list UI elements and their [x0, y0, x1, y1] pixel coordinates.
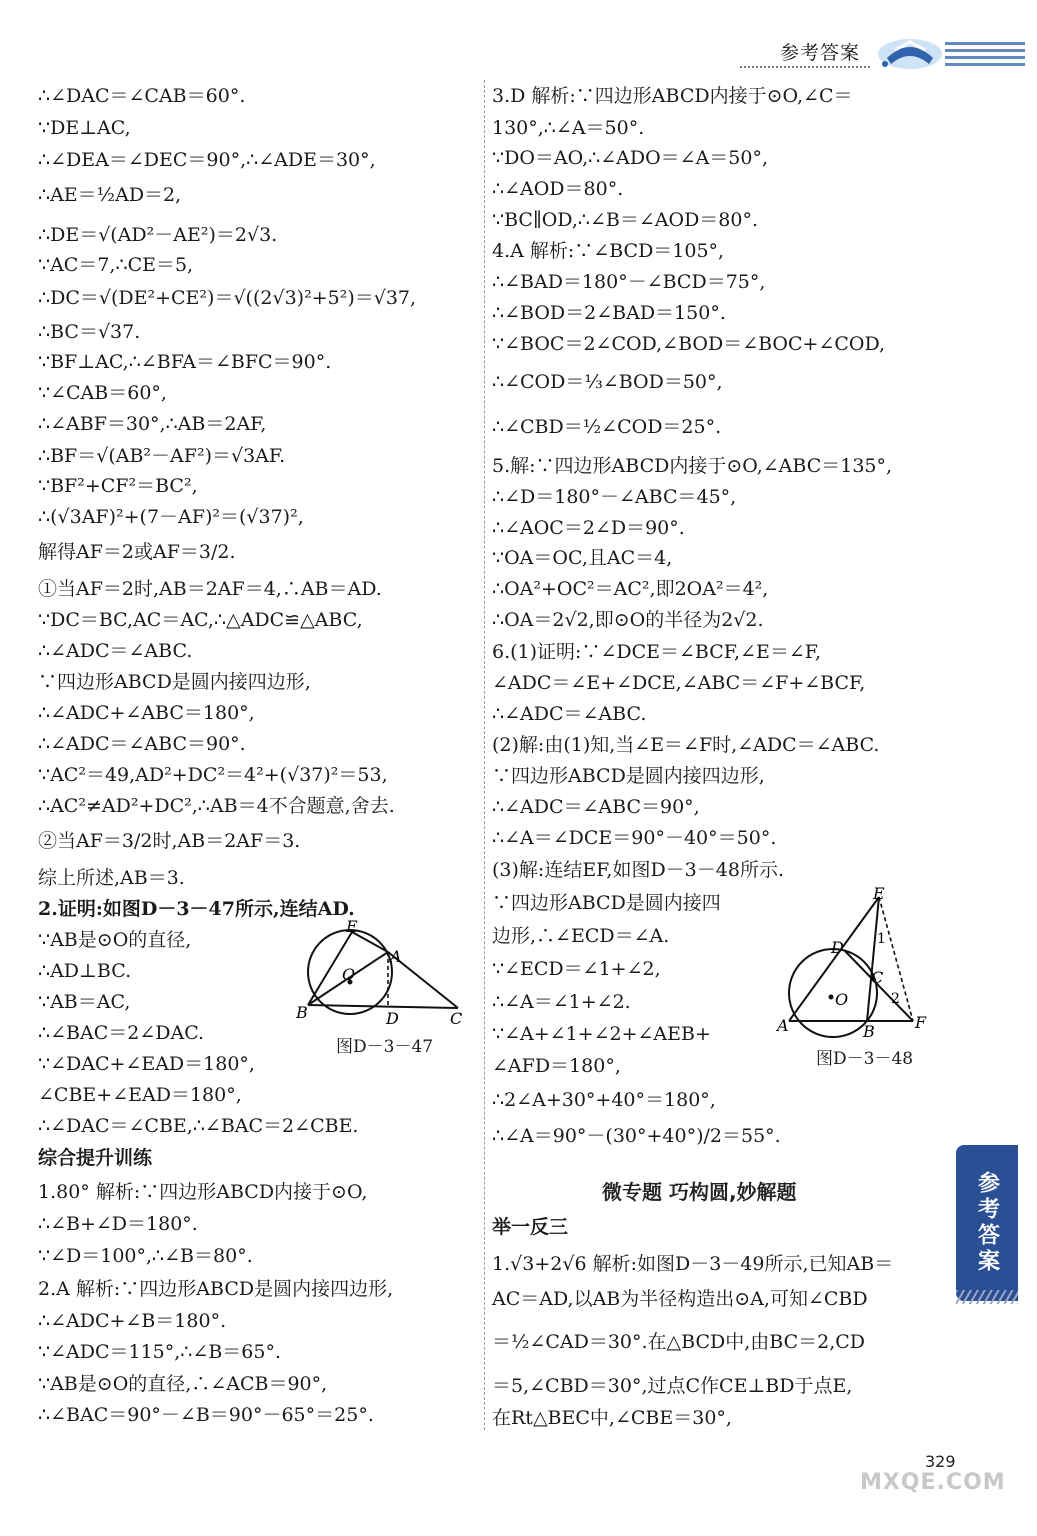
- text-line: ∴∠ADC+∠ABC＝180°,: [38, 702, 255, 724]
- text-line: ∴∠BAD＝180°－∠BCD＝75°,: [492, 271, 766, 293]
- column-divider: [484, 80, 485, 1430]
- section-heading: 举一反三: [492, 1216, 569, 1238]
- label-a: A: [777, 1016, 789, 1035]
- text-line: ∴(√3AF)²+(7－AF)²＝(√37)²,: [38, 506, 304, 528]
- text-line: ∠ADC＝∠E+∠DCE,∠ABC＝∠F+∠BCF,: [492, 672, 866, 694]
- text-line: ∴∠AOD＝80°.: [492, 178, 624, 200]
- text-line: ∴∠DAC＝∠CBE,∴∠BAC＝2∠CBE.: [38, 1115, 359, 1137]
- text-line: 6.(1)证明:∵∠DCE＝∠BCF,∠E＝∠F,: [492, 641, 822, 663]
- text-line: ∵DE⊥AC,: [38, 117, 131, 139]
- text-line: ∴∠D＝180°－∠ABC＝45°,: [492, 486, 737, 508]
- label-e: E: [873, 885, 885, 903]
- text-line: ∴AC²≠AD²+DC²,∴AB＝4不合题意,舍去.: [38, 795, 395, 817]
- text-line: (2)解:由(1)知,当∠E＝∠F时,∠ADC＝∠ABC.: [492, 734, 880, 756]
- text-line: ∵BC∥OD,∴∠B＝∠AOD＝80°.: [492, 209, 759, 231]
- text-line: (3)解:连结EF,如图D－3－48所示.: [492, 859, 784, 881]
- text-line: ∴∠B+∠D＝180°.: [38, 1213, 198, 1235]
- text-line: ∵∠DAC+∠EAD＝180°,: [38, 1053, 255, 1075]
- text-line: ∵∠D＝100°,∴∠B＝80°.: [38, 1245, 253, 1267]
- watermark: MXQE.COM: [860, 1470, 1006, 1495]
- text-line: ∵AB＝AC,: [38, 991, 131, 1013]
- label-e: E: [346, 920, 358, 936]
- section-heading: 综合提升训练: [38, 1147, 153, 1169]
- text-line: ∠AFD＝180°,: [492, 1055, 621, 1077]
- text-line: ∴∠AOC＝2∠D＝90°.: [492, 517, 685, 539]
- text-line: 3.D 解析:∵四边形ABCD内接于⊙O,∠C＝: [492, 85, 853, 107]
- text-line: ∴DC＝√(DE²+CE²)＝√((2√3)²+5²)＝√37,: [38, 287, 417, 309]
- label-b: B: [296, 1003, 308, 1022]
- label-d: D: [386, 1009, 399, 1028]
- text-line: ∴∠BAC＝90°－∠B＝90°－65°＝25°.: [38, 1404, 374, 1426]
- label-a: A: [390, 947, 402, 966]
- text-line: ∵四边形ABCD是圆内接四边形,: [38, 671, 311, 693]
- text-line: ∴∠A＝∠1+∠2.: [492, 991, 631, 1013]
- text-line: ∵∠CAB＝60°,: [38, 382, 167, 404]
- figure-d-3-47: [290, 920, 470, 1030]
- text-line: ∵DC＝BC,AC＝AC,∴△ADC≌△ABC,: [38, 609, 363, 631]
- figure-d-3-48: [775, 885, 945, 1045]
- text-line: ∵四边形ABCD是圆内接四: [492, 892, 721, 914]
- side-tab-hatch: [956, 1290, 1018, 1304]
- page-number: 329: [925, 1452, 956, 1471]
- text-line: ∵∠A+∠1+∠2+∠AEB+: [492, 1023, 711, 1045]
- label-b: B: [863, 1022, 875, 1041]
- book-logo-icon: [875, 30, 945, 72]
- text-line: ∴∠ADC+∠B＝180°.: [38, 1310, 227, 1332]
- text-line: 解得AF＝2或AF＝3/2.: [38, 541, 236, 563]
- label-o: O: [342, 965, 356, 984]
- text-line: ∴DE＝√(AD²－AE²)＝2√3.: [38, 224, 278, 246]
- text-line: ∴∠ADC＝∠ABC.: [38, 640, 193, 662]
- label-o: O: [835, 990, 849, 1009]
- text-line: 边形,∴∠ECD＝∠A.: [492, 925, 670, 947]
- label-c: C: [871, 968, 884, 987]
- text-line: ∵DO＝AO,∴∠ADO＝∠A＝50°,: [492, 147, 769, 169]
- text-line: ∴∠ABF＝30°,∴AB＝2AF,: [38, 413, 267, 435]
- text-line: ∵四边形ABCD是圆内接四边形,: [492, 765, 765, 787]
- text-line: ∴∠COD＝⅓∠BOD＝50°,: [492, 371, 723, 393]
- text-line: ∵AC²＝49,AD²+DC²＝4²+(√37)²＝53,: [38, 764, 388, 786]
- side-tab-answers: 参考答案: [956, 1145, 1018, 1301]
- text-line: 在Rt△BEC中,∠CBE＝30°,: [492, 1407, 732, 1429]
- text-line: ∴∠ADC＝∠ABC＝90°.: [38, 733, 246, 755]
- text-line: ＝½∠CAD＝30°.在△BCD中,由BC＝2,CD: [492, 1331, 866, 1353]
- page-header: [740, 28, 1030, 80]
- text-line: ∵∠ECD＝∠1+∠2,: [492, 958, 661, 980]
- text-line: ∴OA²+OC²＝AC²,即2OA²＝4²,: [492, 578, 769, 600]
- text-line: ∵AC＝7,∴CE＝5,: [38, 254, 194, 276]
- text-line: AC＝AD,以AB为半径构造出⊙A,可知∠CBD: [492, 1288, 868, 1310]
- text-line: ∴OA＝2√2,即⊙O的半径为2√2.: [492, 609, 764, 631]
- text-line: ②当AF＝3/2时,AB＝2AF＝3.: [38, 830, 301, 852]
- text-line: ∴∠ADC＝∠ABC＝90°,: [492, 796, 700, 818]
- text-line: ∴∠A＝90°－(30°+40°)/2＝55°.: [492, 1125, 781, 1147]
- text-line: ①当AF＝2时,AB＝2AF＝4,∴AB＝AD.: [38, 578, 382, 600]
- text-line: ∵BF²+CF²＝BC²,: [38, 475, 198, 497]
- text-line: ∴∠DEA＝∠DEC＝90°,∴∠ADE＝30°,: [38, 149, 376, 171]
- label-d: D: [831, 938, 844, 957]
- label-f: F: [915, 1013, 927, 1032]
- text-line: 5.解:∵四边形ABCD内接于⊙O,∠ABC＝135°,: [492, 455, 893, 477]
- text-line: ∴∠CBD＝½∠COD＝25°.: [492, 416, 722, 438]
- text-line: ∴∠DAC＝∠CAB＝60°.: [38, 85, 246, 107]
- text-line: ∴BF＝√(AB²－AF²)＝√3AF.: [38, 445, 286, 467]
- text-line: ∴AE＝½AD＝2,: [38, 184, 182, 206]
- header-label: 参考答案: [780, 42, 861, 64]
- label-2: 2: [891, 991, 900, 1007]
- text-line: ∵OA＝OC,且AC＝4,: [492, 547, 673, 569]
- text-line: ∵BF⊥AC,∴∠BFA＝∠BFC＝90°.: [38, 351, 332, 373]
- label-c: C: [450, 1009, 463, 1028]
- figure-caption-48: 图D－3－48: [816, 1049, 914, 1069]
- text-line: ∵AB是⊙O的直径,∴∠ACB＝90°,: [38, 1373, 328, 1395]
- text-line: 4.A 解析:∵∠BCD＝105°,: [492, 240, 725, 262]
- text-line: ∴∠ADC＝∠ABC.: [492, 703, 647, 725]
- question-heading: 2.证明:如图D－3－47所示,连结AD.: [38, 898, 355, 920]
- text-line: 综上所述,AB＝3.: [38, 867, 185, 889]
- header-stripes: [945, 42, 1025, 70]
- text-line: ∵AB是⊙O的直径,: [38, 929, 192, 951]
- text-line: ∵∠BOC＝2∠COD,∠BOD＝∠BOC+∠COD,: [492, 333, 886, 355]
- text-line: ∴∠A＝∠DCE＝90°－40°＝50°.: [492, 827, 777, 849]
- text-line: 2.A 解析:∵四边形ABCD是圆内接四边形,: [38, 1278, 394, 1300]
- text-line: ∠CBE+∠EAD＝180°,: [38, 1084, 242, 1106]
- label-1: 1: [877, 931, 886, 947]
- text-line: 1.√3+2√6 解析:如图D－3－49所示,已知AB＝: [492, 1253, 894, 1275]
- text-line: ＝5,∠CBD＝30°,过点C作CE⊥BD于点E,: [492, 1375, 853, 1397]
- text-line: ∵∠ADC＝115°,∴∠B＝65°.: [38, 1341, 281, 1363]
- micro-topic-title: 微专题 巧构圆,妙解题: [602, 1180, 797, 1204]
- text-line: ∴BC＝√37.: [38, 321, 141, 343]
- text-line: ∴∠BAC＝2∠DAC.: [38, 1022, 205, 1044]
- text-line: 130°,∴∠A＝50°.: [492, 117, 645, 139]
- text-line: ∴AD⊥BC.: [38, 960, 132, 982]
- header-dotted-rule: [740, 66, 870, 68]
- text-line: 1.80° 解析:∵四边形ABCD内接于⊙O,: [38, 1181, 368, 1203]
- text-line: ∴2∠A+30°+40°＝180°,: [492, 1089, 716, 1111]
- figure-caption-47: 图D－3－47: [336, 1037, 434, 1057]
- text-line: ∴∠BOD＝2∠BAD＝150°.: [492, 302, 726, 324]
